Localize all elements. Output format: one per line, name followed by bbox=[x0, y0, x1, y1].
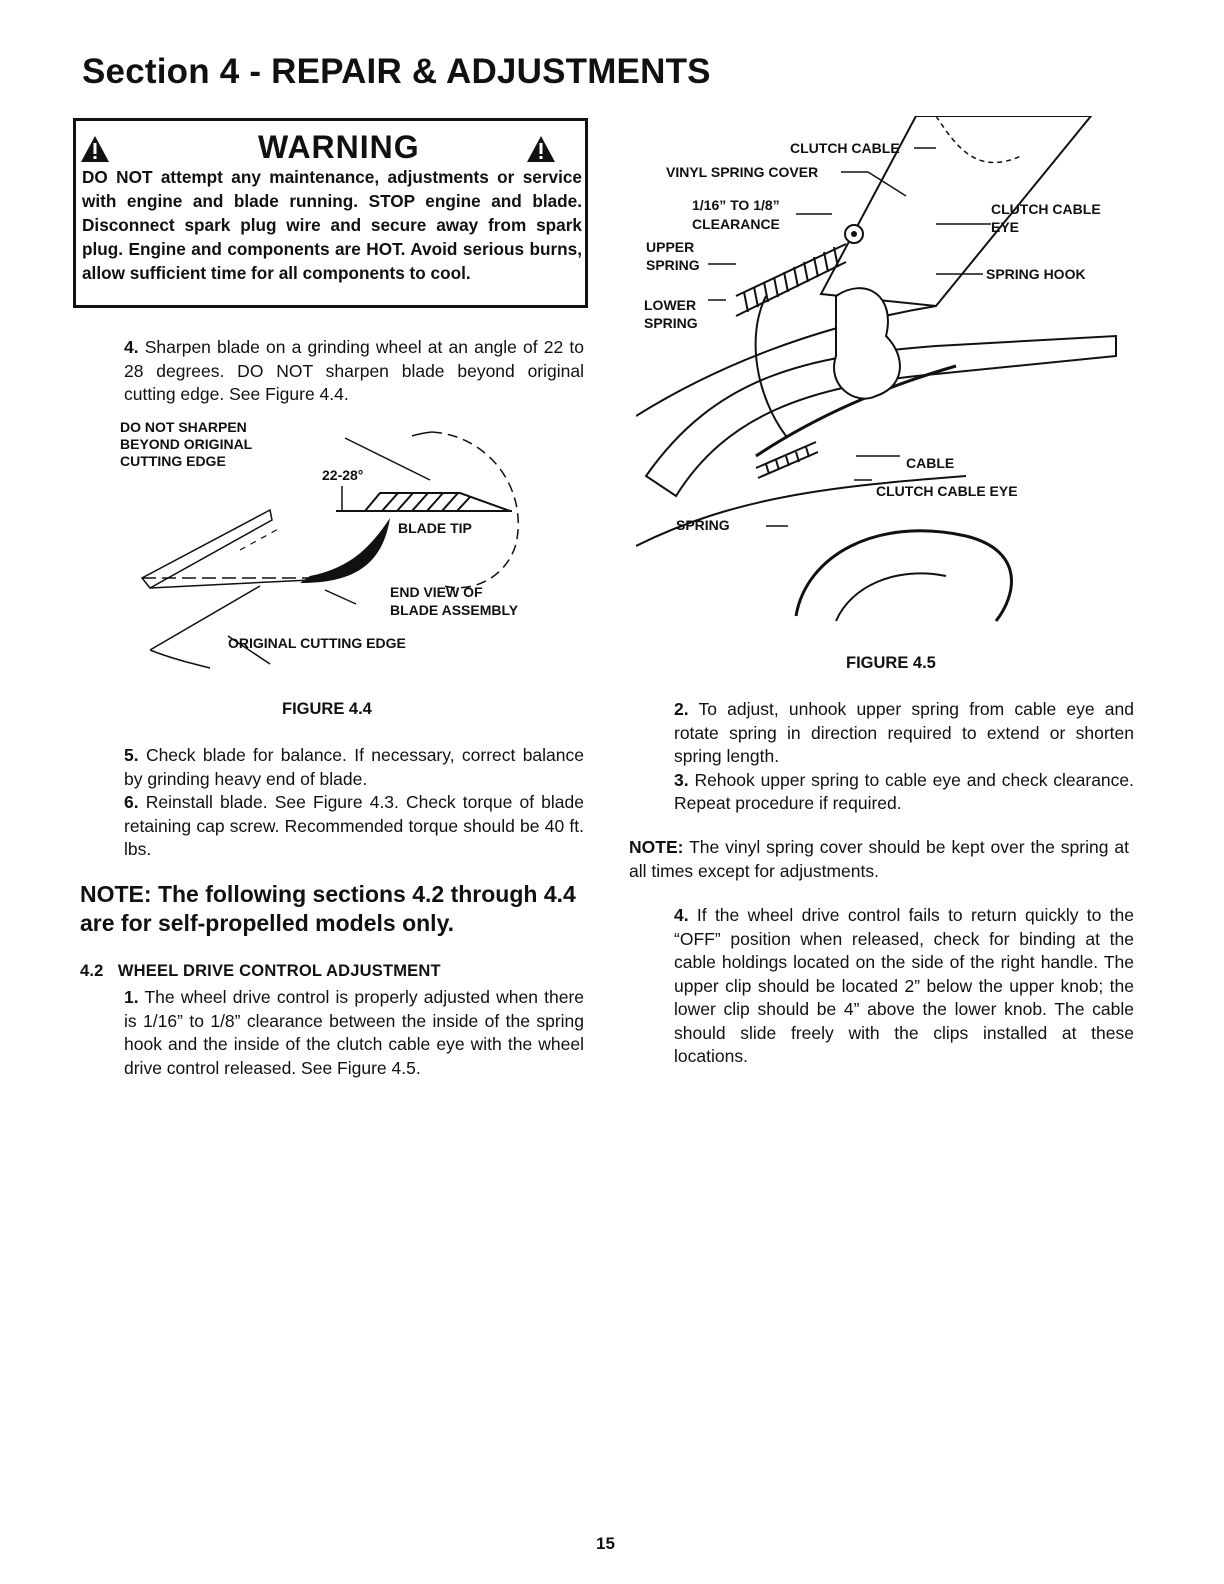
step-number: 4. bbox=[124, 337, 139, 357]
warning-title: WARNING bbox=[258, 129, 420, 165]
step-number: 2. bbox=[674, 699, 689, 719]
warning-box bbox=[73, 118, 588, 308]
step-text: Sharpen blade on a grinding wheel at an angle of 22 to 28 degrees. DO NOT sharpen blade beyond original cutting edge. See Figure 4.4. bbox=[124, 337, 584, 404]
fig45-label-spring-hook: SPRING HOOK bbox=[986, 266, 1086, 282]
step-text: Check blade for balance. If necessary, correct balance by grinding heavy end of blade. bbox=[124, 745, 584, 789]
warning-triangle-icon bbox=[526, 135, 556, 163]
fig45-label-upper-2: SPRING bbox=[646, 257, 700, 273]
step-1-adjustment bbox=[124, 986, 584, 1080]
fig44-label-blade-tip: BLADE TIP bbox=[398, 520, 472, 536]
step-number: 6. bbox=[124, 792, 139, 812]
step-number: 1. bbox=[124, 987, 139, 1007]
fig44-label-do-not-sharpen: DO NOT SHARPEN bbox=[120, 419, 247, 435]
step-number: 5. bbox=[124, 745, 139, 765]
step-number: 4. bbox=[674, 905, 689, 925]
steps-5-6 bbox=[124, 744, 584, 862]
warning-text bbox=[82, 165, 582, 285]
step-text: The wheel drive control is properly adjusted when there is 1/16” to 1/8” clearance between the inside of the spring hook and the inside of the clutch cable eye with the wheel drive control released. See Figure 4.5. bbox=[124, 987, 585, 1078]
step-text: To adjust, unhook upper spring from cable eye and rotate spring in direction required to extend or shorten spring length. bbox=[674, 699, 1134, 766]
fig44-label-original-edge: ORIGINAL CUTTING EDGE bbox=[228, 635, 406, 651]
step-number: 3. bbox=[674, 769, 689, 790]
fig45-label-lower-1: LOWER bbox=[644, 297, 697, 313]
fig45-label-clearance-1: 1/16” TO 1/8” bbox=[692, 197, 780, 213]
warning-triangle-icon bbox=[80, 135, 110, 163]
fig45-label-clearance-2: CLEARANCE bbox=[692, 216, 780, 232]
fig45-label-cable-eye-2: EYE bbox=[991, 219, 1020, 235]
subsection-heading: 4.2 WHEEL DRIVE CONTROL ADJUSTMENT bbox=[80, 962, 441, 980]
step-4-sharpen bbox=[124, 336, 584, 407]
section-title: Section 4 - REPAIR & ADJUSTMENTS bbox=[82, 52, 711, 91]
steps-2-3 bbox=[674, 698, 1134, 816]
warning-header bbox=[76, 125, 585, 165]
fig45-label-cable-eye-1: CLUTCH CABLE bbox=[991, 201, 1101, 217]
note-label: NOTE: bbox=[629, 837, 684, 857]
step-text: If the wheel drive control fails to return quickly to the “OFF” position when released, check for binding at the cable holdings located on the side of the right handle. The upper clip should be located 2” below the upper knob; the lower clip should be 4” above the lower knob. The cable should slide freely with the clips installed at these locations. bbox=[674, 905, 1134, 1066]
figure-4-4-blade-diagram bbox=[120, 418, 540, 690]
step-text: Reinstall blade. See Figure 4.3. Check torque of blade retaining cap screw. Recommended torque should be 40 ft. lbs. bbox=[124, 792, 584, 859]
note-text: The vinyl spring cover should be kept over the spring at all times except for adjustments. bbox=[629, 837, 1129, 881]
fig44-label-blade-assembly: BLADE ASSEMBLY bbox=[390, 602, 519, 618]
fig45-label-lower-2: SPRING bbox=[644, 315, 698, 331]
step-text: Rehook upper spring to cable eye and check clearance. Repeat procedure if required. bbox=[674, 769, 1134, 813]
vinyl-cover-note bbox=[629, 836, 1129, 883]
fig45-label-upper-1: UPPER bbox=[646, 239, 695, 255]
figure-4-4-caption: FIGURE 4.4 bbox=[282, 700, 372, 718]
fig44-label-end-view: END VIEW OF bbox=[390, 584, 483, 600]
figure-4-5-clutch-diagram bbox=[636, 116, 1136, 624]
figure-4-5-caption: FIGURE 4.5 bbox=[846, 654, 936, 672]
fig45-label-cable: CABLE bbox=[906, 455, 955, 471]
fig45-label-clutch-cable: CLUTCH CABLE bbox=[790, 140, 900, 156]
self-propelled-note: NOTE: The following sections 4.2 through 4.4 are for self-propelled models only. bbox=[80, 881, 576, 936]
warning-body: DO NOT attempt any maintenance, adjustments or service with engine and blade running. STOP engine and blade. Disconnect spark plug wire and secure away from spark plug. Engine and components are HOT. Avoid serious burns, allow sufficient time for all components to cool. bbox=[82, 167, 582, 283]
fig44-label-beyond-original: BEYOND ORIGINAL bbox=[120, 436, 253, 452]
step-4-binding bbox=[674, 904, 1134, 1069]
fig45-label-clutch-eye: CLUTCH CABLE EYE bbox=[876, 483, 1018, 499]
fig44-label-cutting-edge: CUTTING EDGE bbox=[120, 453, 226, 469]
fig45-label-vinyl-cover: VINYL SPRING COVER bbox=[666, 164, 819, 180]
fig45-label-spring: SPRING bbox=[676, 517, 730, 533]
page-number: 15 bbox=[596, 1534, 615, 1553]
fig44-label-angle: 22-28° bbox=[322, 467, 364, 483]
